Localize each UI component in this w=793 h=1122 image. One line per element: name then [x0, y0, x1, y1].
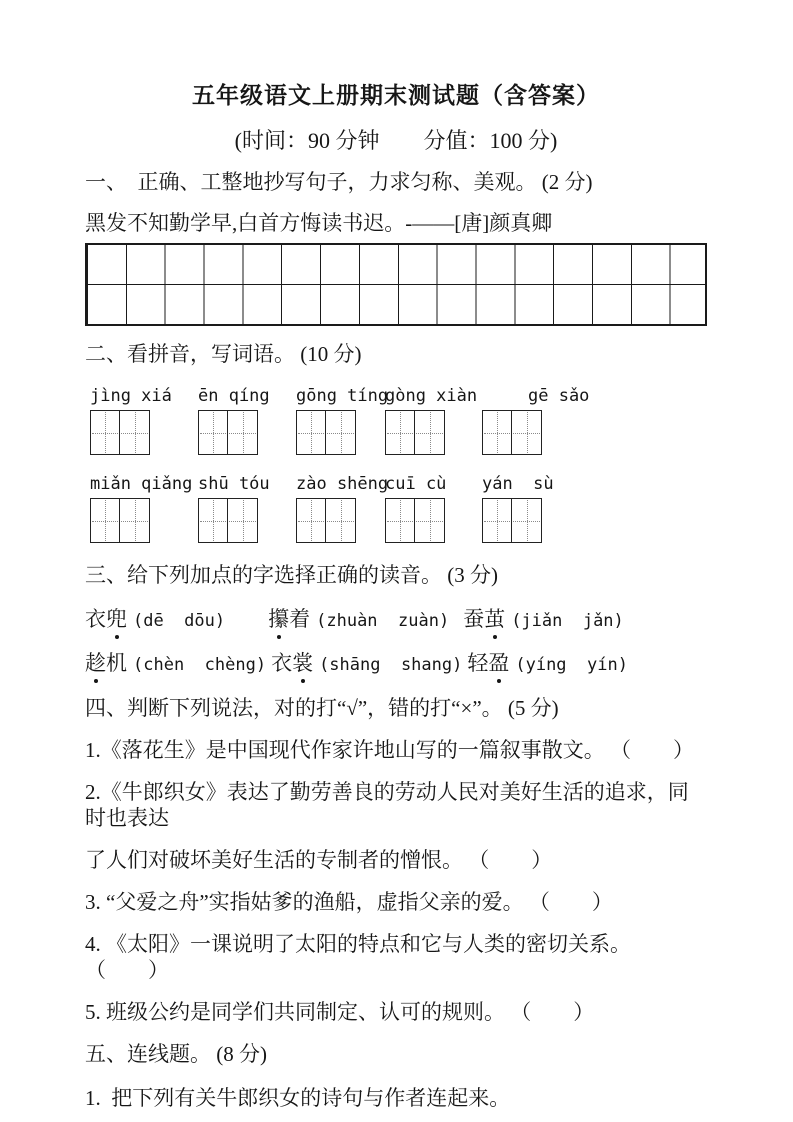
pinyin-label: gòng xiàn — [385, 386, 478, 406]
judgment-item-1: 1.《落花生》是中国现代作家许地山写的一篇叙事散文。 （ ） — [85, 738, 694, 762]
word-char: 衣 — [271, 651, 293, 675]
pinyin-group — [482, 385, 590, 459]
reading-word — [467, 648, 509, 678]
tianzige-cell — [326, 499, 355, 542]
reading-line-1 — [85, 604, 707, 636]
dotted-char: 趁 — [85, 648, 106, 678]
pinyin-group — [385, 473, 445, 547]
matching-item-1: 1. 把下列有关牛郎织女的诗句与作者连起来。 — [85, 1086, 511, 1110]
pinyin-group — [385, 385, 478, 459]
tianzige-box — [198, 498, 258, 543]
pinyin-label: gōng tíng — [296, 386, 389, 406]
tianzige-box — [90, 410, 150, 455]
tianzige-cell — [91, 411, 120, 454]
section5-heading: 五、连线题。 (8 分) — [85, 1042, 267, 1066]
reading-word — [85, 648, 127, 678]
pinyin-group — [296, 473, 389, 547]
dotted-char: 兜 — [106, 604, 127, 634]
pinyin-label: gē sǎo — [528, 386, 590, 406]
tianzige-box — [90, 498, 150, 543]
word-char: 着 — [289, 607, 311, 631]
reading-word — [271, 648, 313, 678]
pinyin-group — [90, 385, 172, 459]
pinyin-row-2 — [85, 473, 707, 547]
pinyin-label: zào shēng — [296, 474, 389, 494]
judgment-item-4: 4. 《太阳》一课说明了太阳的特点和它与人类的密切关系。 （ ） — [85, 932, 637, 982]
pinyin-label: jìng xiá — [90, 386, 172, 406]
reading-item — [268, 604, 449, 636]
tianzige-cell — [512, 411, 541, 454]
word-char: 轻 — [467, 651, 489, 675]
pinyin-group — [482, 473, 554, 547]
page-title: 五年级语文上册期末测试题（含答案） — [192, 83, 600, 108]
pinyin-row-1 — [85, 385, 707, 459]
tianzige-cell — [483, 411, 512, 454]
tianzige-cell — [483, 499, 512, 542]
tianzige-cell — [199, 499, 228, 542]
pronunciation-options: (shāng shang) — [319, 655, 463, 675]
tianzige-cell — [415, 499, 444, 542]
time-score-meta: (时间：90 分钟 分值：100 分) — [234, 128, 558, 153]
reading-item — [463, 604, 624, 636]
tianzige-box — [296, 410, 356, 455]
judgment-item-3: 3. “父爱之舟”实指姑爹的渔船，虚指父亲的爱。 （ ） — [85, 890, 613, 914]
tianzige-cell — [297, 411, 326, 454]
tianzige-box — [296, 498, 356, 543]
judgment-item-5: 5. 班级公约是同学们共同制定、认可的规则。 （ ） — [85, 1000, 595, 1024]
pinyin-group — [198, 385, 270, 459]
tianzige-cell — [386, 411, 415, 454]
tianzige-cell — [512, 499, 541, 542]
pinyin-label: cuī cù — [385, 474, 447, 494]
section2-heading: 二、看拼音，写词语。 (10 分) — [85, 342, 362, 366]
reading-word — [85, 604, 127, 634]
pronunciation-options: (zhuàn zuàn) — [316, 611, 450, 631]
tianzige-box — [385, 498, 445, 543]
section4-heading: 四、判断下列说法，对的打“√”，错的打“×”。 (5 分) — [85, 696, 559, 720]
pinyin-label: shū tóu — [198, 474, 270, 494]
pinyin-group — [90, 473, 193, 547]
word-char: 衣 — [85, 607, 106, 631]
pronunciation-options: (chèn chèng) — [133, 655, 267, 675]
section4-items — [85, 737, 707, 1025]
tianzige-cell — [297, 499, 326, 542]
pronunciation-options: (yíng yín) — [515, 655, 628, 675]
tianzige-cell — [228, 411, 257, 454]
tianzige-cell — [91, 499, 120, 542]
tianzige-cell — [120, 499, 149, 542]
reading-item — [85, 604, 225, 636]
tianzige-box — [482, 410, 542, 455]
pronunciation-options: (dē dōu) — [133, 611, 226, 631]
tianzige-cell — [228, 499, 257, 542]
pronunciation-options: (jiǎn jǎn) — [511, 611, 624, 631]
dotted-char: 攥 — [268, 604, 289, 634]
pinyin-group — [296, 385, 389, 459]
judgment-item-2-cont: 了人们对破坏美好生活的专制者的憎恨。 （ ） — [85, 848, 553, 872]
dotted-char: 裳 — [292, 648, 313, 678]
tianzige-box — [385, 410, 445, 455]
tianzige-box — [198, 410, 258, 455]
pinyin-label: yán sù — [482, 474, 554, 494]
section1-heading: 一、 正确、工整地抄写句子，力求匀称、美观。 (2 分) — [85, 170, 593, 194]
dotted-char: 盈 — [488, 648, 509, 678]
judgment-item-2: 2.《牛郎织女》表达了勤劳善良的劳动人民对美好生活的追求，同时也表达 — [85, 780, 689, 830]
word-char: 机 — [106, 651, 127, 675]
reading-item — [271, 648, 462, 680]
pinyin-group — [198, 473, 270, 547]
reading-item — [85, 648, 266, 680]
tianzige-box — [482, 498, 542, 543]
tianzige-cell — [120, 411, 149, 454]
tianzige-cell — [415, 411, 444, 454]
pinyin-label: ēn qíng — [198, 386, 270, 406]
tianzige-cell — [326, 411, 355, 454]
reading-word — [268, 604, 310, 634]
section3-heading: 三、给下列加点的字选择正确的读音。 (3 分) — [85, 563, 498, 587]
copy-sentence: 黑发不知勤学早,白首方悔读书迟。-——[唐]颜真卿 — [85, 211, 553, 235]
dotted-char: 茧 — [484, 604, 505, 634]
word-char: 蚕 — [463, 607, 485, 631]
reading-word — [463, 604, 505, 634]
reading-line-2 — [85, 648, 707, 680]
writing-grid — [85, 243, 707, 326]
pinyin-label: miǎn qiǎng — [90, 474, 193, 494]
reading-item — [467, 648, 628, 680]
tianzige-cell — [199, 411, 228, 454]
tianzige-cell — [386, 499, 415, 542]
